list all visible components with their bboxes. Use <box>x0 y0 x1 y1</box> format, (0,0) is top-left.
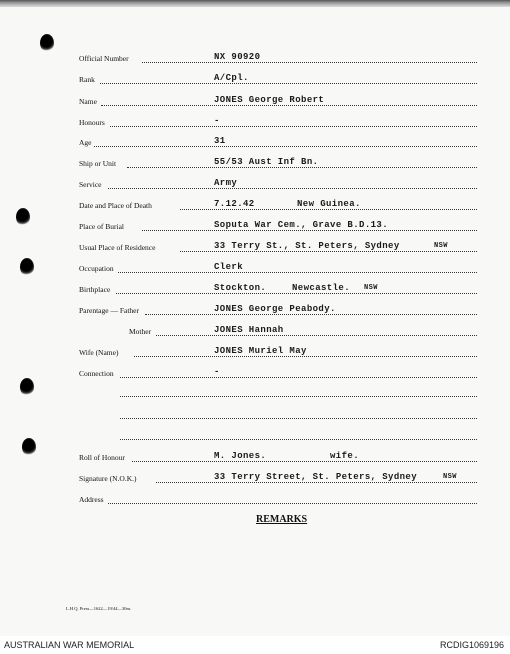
label-ship-or-unit: Ship or Unit <box>79 159 117 168</box>
row-connection <box>0 367 510 381</box>
footer-left: AUSTRALIAN WAR MEMORIAL <box>4 640 135 650</box>
dotted-line <box>94 136 477 147</box>
value-signature: 33 Terry Street, St. Peters, Sydney <box>214 472 418 482</box>
label-address: Address <box>79 495 104 504</box>
value-connection: - <box>214 367 220 377</box>
label-service: Service <box>79 180 102 189</box>
punch-hole-icon <box>40 34 54 52</box>
row-residence <box>0 241 510 255</box>
label-official-number: Official Number <box>79 54 129 63</box>
label-name: Name <box>79 97 97 106</box>
dotted-line <box>118 262 477 273</box>
value-mother: JONES Hannah <box>214 325 284 335</box>
dotted-line <box>132 451 477 462</box>
value-father: JONES George Peabody. <box>214 304 336 314</box>
row-official-number <box>0 52 510 66</box>
row-roll-of-honour <box>0 451 510 465</box>
value-occupation: Clerk <box>214 262 244 272</box>
label-age: Age <box>79 138 92 147</box>
row-age <box>0 136 510 150</box>
label-residence: Usual Place of Residence <box>79 243 156 252</box>
value-signature-state: NSW <box>443 473 457 481</box>
dotted-line <box>110 116 477 127</box>
row-rank <box>0 73 510 87</box>
row-birthplace <box>0 283 510 297</box>
row-ship-or-unit <box>0 157 510 171</box>
value-age: 31 <box>214 136 226 146</box>
label-rank: Rank <box>79 75 95 84</box>
row-honours <box>0 116 510 130</box>
value-birthplace: Stockton. <box>214 283 267 293</box>
value-place-of-burial: Soputa War Cem., Grave B.D.13. <box>214 220 389 230</box>
label-honours: Honours <box>79 118 105 127</box>
label-birthplace: Birthplace <box>79 285 111 294</box>
label-place-of-burial: Place of Burial <box>79 222 124 231</box>
archive-footer <box>0 636 510 654</box>
blank-dotted-line <box>120 429 477 440</box>
label-connection: Connection <box>79 369 114 378</box>
dotted-line <box>100 73 477 84</box>
value-death-place: New Guinea. <box>297 199 361 209</box>
value-rank: A/Cpl. <box>214 73 249 83</box>
row-address <box>0 493 510 507</box>
value-wife: JONES Muriel May <box>214 346 307 356</box>
label-mother: Mother <box>129 327 152 336</box>
blank-dotted-line <box>120 408 477 419</box>
value-birthplace-state: NSW <box>364 284 378 292</box>
value-ship-or-unit: 55/53 Aust Inf Bn. <box>214 157 319 167</box>
value-roll-relation: wife. <box>330 451 360 461</box>
label-roll-of-honour: Roll of Honour <box>79 453 125 462</box>
row-occupation <box>0 262 510 276</box>
row-father <box>0 304 510 318</box>
row-service <box>0 178 510 192</box>
scan-top-edge <box>0 0 510 7</box>
row-date-place-death <box>0 199 510 213</box>
row-signature <box>0 472 510 486</box>
value-service: Army <box>214 178 238 188</box>
dotted-line <box>142 52 477 63</box>
row-mother <box>0 325 510 339</box>
label-signature: Signature (N.O.K.) <box>79 474 137 483</box>
value-honours: - <box>214 116 220 126</box>
row-name <box>0 95 510 109</box>
row-place-of-burial <box>0 220 510 234</box>
value-death-date: 7.12.42 <box>214 199 255 209</box>
value-residence: 33 Terry St., St. Peters, Sydney <box>214 241 400 251</box>
dotted-line <box>108 493 477 504</box>
remarks-heading: REMARKS <box>256 514 308 525</box>
dotted-line <box>120 367 477 378</box>
row-wife <box>0 346 510 360</box>
dotted-line <box>156 325 477 336</box>
dotted-line <box>108 178 477 189</box>
value-official-number: NX 90920 <box>214 52 261 62</box>
value-name: JONES George Robert <box>214 95 325 105</box>
value-birthplace-town: Newcastle. <box>292 283 351 293</box>
printer-imprint: L.H.Q. Press—1622—19/44—30m. <box>66 606 132 611</box>
label-date-place-death: Date and Place of Death <box>79 201 152 210</box>
label-occupation: Occupation <box>79 264 114 273</box>
value-roll-name: M. Jones. <box>214 451 267 461</box>
label-father: Parentage — Father <box>79 306 139 315</box>
label-wife: Wife (Name) <box>79 348 119 357</box>
footer-right: RCDIG1069196 <box>439 640 504 650</box>
blank-dotted-line <box>120 386 477 397</box>
value-residence-state: NSW <box>434 242 448 250</box>
